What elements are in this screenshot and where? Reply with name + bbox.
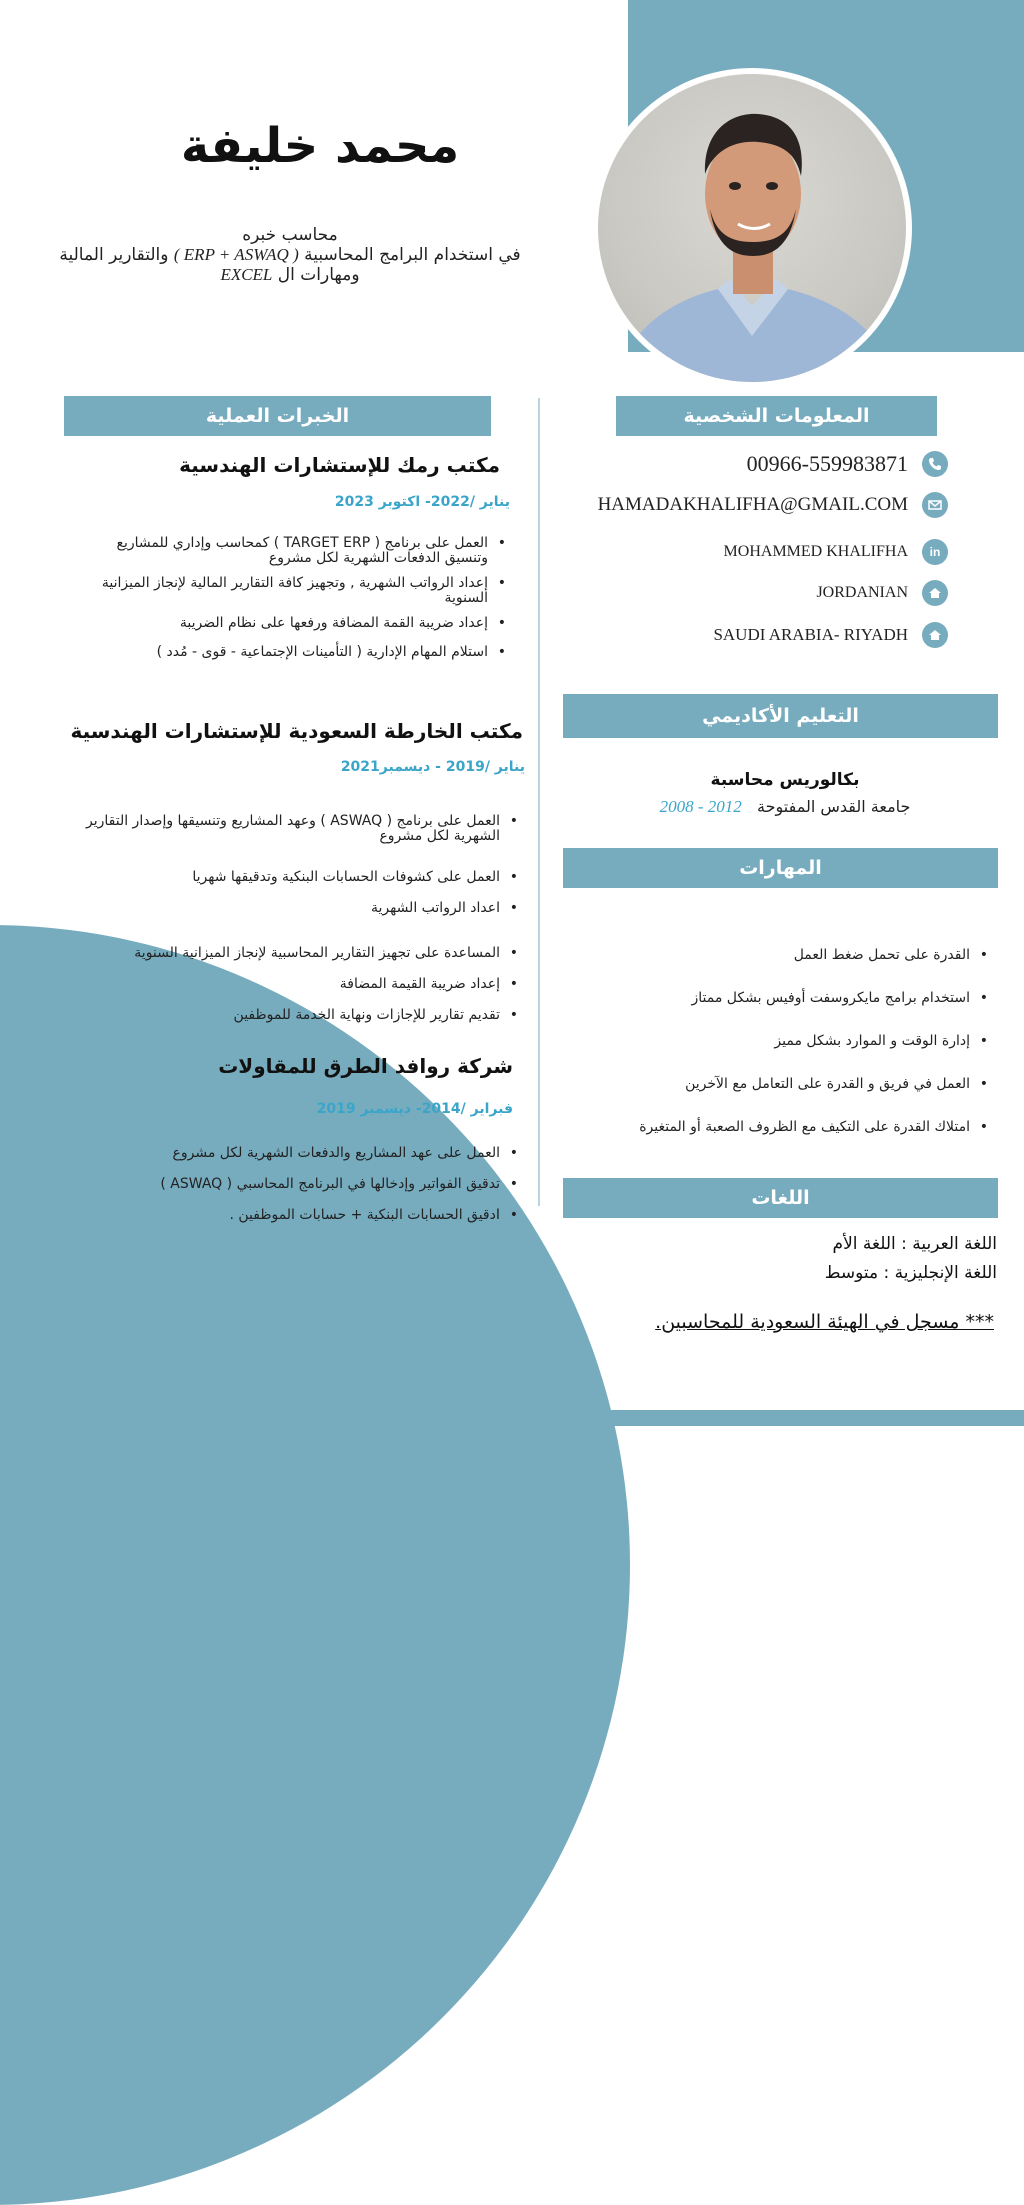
skills-section-header: المهارات <box>563 848 998 888</box>
list-item: • Iدقيق الحسابات البنكية + حسابات الموظفين . <box>82 1208 522 1223</box>
list-item: • العمل على عهد المشاريع والدفعات الشهرية لكل مشروع <box>82 1146 522 1161</box>
home-icon <box>922 580 948 606</box>
registration-note: *** مسجل في الهيئة السعودية للمحاسبين. <box>655 1311 994 1333</box>
linkedin-icon: in <box>922 539 948 565</box>
list-item: • تدقيق الفواتير وإدخالها في البرنامج المحاسبي ( ASWAQ ) <box>82 1177 522 1192</box>
university-line <box>600 797 970 817</box>
list-item: • العمل على برنامج ( ASWAQ ) وعهد المشاريع وتنسيقها وإصدار التقارير الشهرية لكل مشروع <box>42 814 522 844</box>
list-item: • العمل على كشوفات الحسابات البنكية وتدقيقها شهريا <box>42 870 522 885</box>
degree-title: بكالوريس محاسبة <box>710 770 860 790</box>
contact-linkedin <box>468 535 948 569</box>
contact-nationality <box>468 576 948 610</box>
person-name: محمد خليفة <box>180 118 460 174</box>
list-item: • إعداد ضريبة القيمة المضافة <box>42 977 522 992</box>
list-item: • تقديم تقارير للإجازات ونهاية الخدمة للموظفين <box>42 1008 522 1023</box>
list-item: • العمل في فريق و القدرة على التعامل مع الآخرين <box>572 1077 992 1092</box>
linkedin-name[interactable]: MOHAMMED KHALIFHA <box>723 543 908 560</box>
phone-icon <box>922 451 948 477</box>
list-item: • المساعدة على تجهيز التقارير المحاسبية لإنجاز الميزانية السنوية <box>42 946 522 961</box>
footer-accent-circle <box>0 925 630 2205</box>
person-portrait-icon <box>598 74 906 382</box>
experience-section-header: الخبرات العملية <box>64 396 491 436</box>
home-icon <box>922 622 948 648</box>
employment-dates: فبراير /2014- ديسمبر 2019 <box>316 1101 513 1117</box>
list-item: • إعداد الرواتب الشهرية , وتجهيز كافة التقارير المالية لإنجاز الميزانية السنوية <box>70 576 510 606</box>
phone-number: 00966-559983871 <box>746 451 908 476</box>
list-item: • اعداد الرواتب الشهرية <box>42 901 522 916</box>
list-item: • استخدام برامج مايكروسفت أوفيس بشكل ممتاز <box>572 991 992 1006</box>
experience-bullets <box>82 1146 522 1223</box>
language-arabic: اللغة العربية : اللغة الأم <box>832 1234 997 1254</box>
skills-list <box>572 948 992 1135</box>
summary-line-1: محاسب خبره <box>242 225 338 245</box>
summary-line-2: في استخدام البرامج المحاسبية ( ERP + ASWAQ ) والتقارير المالية <box>59 245 521 265</box>
job-summary <box>30 226 550 285</box>
company-title: شركة روافد الطرق للمقاولات <box>218 1054 513 1078</box>
employment-dates: يناير /2022- اكتوبر 2023 <box>334 494 510 510</box>
language-english: اللغة الإنجليزية : متوسط <box>824 1263 997 1283</box>
profile-photo <box>592 68 912 388</box>
list-item: • امتلاك القدرة على التكيف مع الظروف الصعبة أو المتغيرة <box>572 1120 992 1135</box>
education-section-header: التعليم الأكاديمي <box>563 694 998 738</box>
summary-line-3: ومهارات ال EXCEL <box>220 265 360 285</box>
personal-info-section-header: المعلومات الشخصية <box>616 396 937 436</box>
location: SAUDI ARABIA- RIYADH <box>713 625 908 644</box>
footer-accent-strip <box>0 1410 1024 1426</box>
company-title: مكتب رمك للإستشارات الهندسية <box>179 453 500 477</box>
experience-bullets <box>42 814 522 1023</box>
contact-phone <box>468 447 948 481</box>
university-name: جامعة القدس المفتوحة <box>757 797 911 816</box>
nationality: JORDANIAN <box>816 584 908 601</box>
email-address[interactable]: HAMADAKHALIFHA@GMAIL.COM <box>597 494 908 515</box>
employment-dates: يناير /2019 - ديسمبر2021 <box>340 759 525 775</box>
languages-section-header: اللغات <box>563 1178 998 1218</box>
contact-email <box>468 488 948 522</box>
experience-bullets <box>70 536 510 660</box>
mail-icon <box>922 492 948 518</box>
contact-location <box>468 618 948 652</box>
company-title: مكتب الخارطة السعودية للإستشارات الهندسية <box>70 719 523 743</box>
list-item: • القدرة على تحمل ضغط العمل <box>572 948 992 963</box>
list-item: • إعداد ضريبة القمة المضافة ورفعها على نظام الضريبة <box>70 616 510 631</box>
study-years: 2012 - 2008 <box>659 797 742 816</box>
list-item: • استلام المهام الإدارية ( التأمينات الإجتماعية - قوى - مُدد ) <box>70 645 510 660</box>
list-item: • العمل على برنامج ( TARGET ERP ) كمحاسب وإداري للمشاريع وتنسيق الدفعات الشهرية لكل مشروع <box>70 536 510 566</box>
list-item: • إدارة الوقت و الموارد بشكل مميز <box>572 1034 992 1049</box>
